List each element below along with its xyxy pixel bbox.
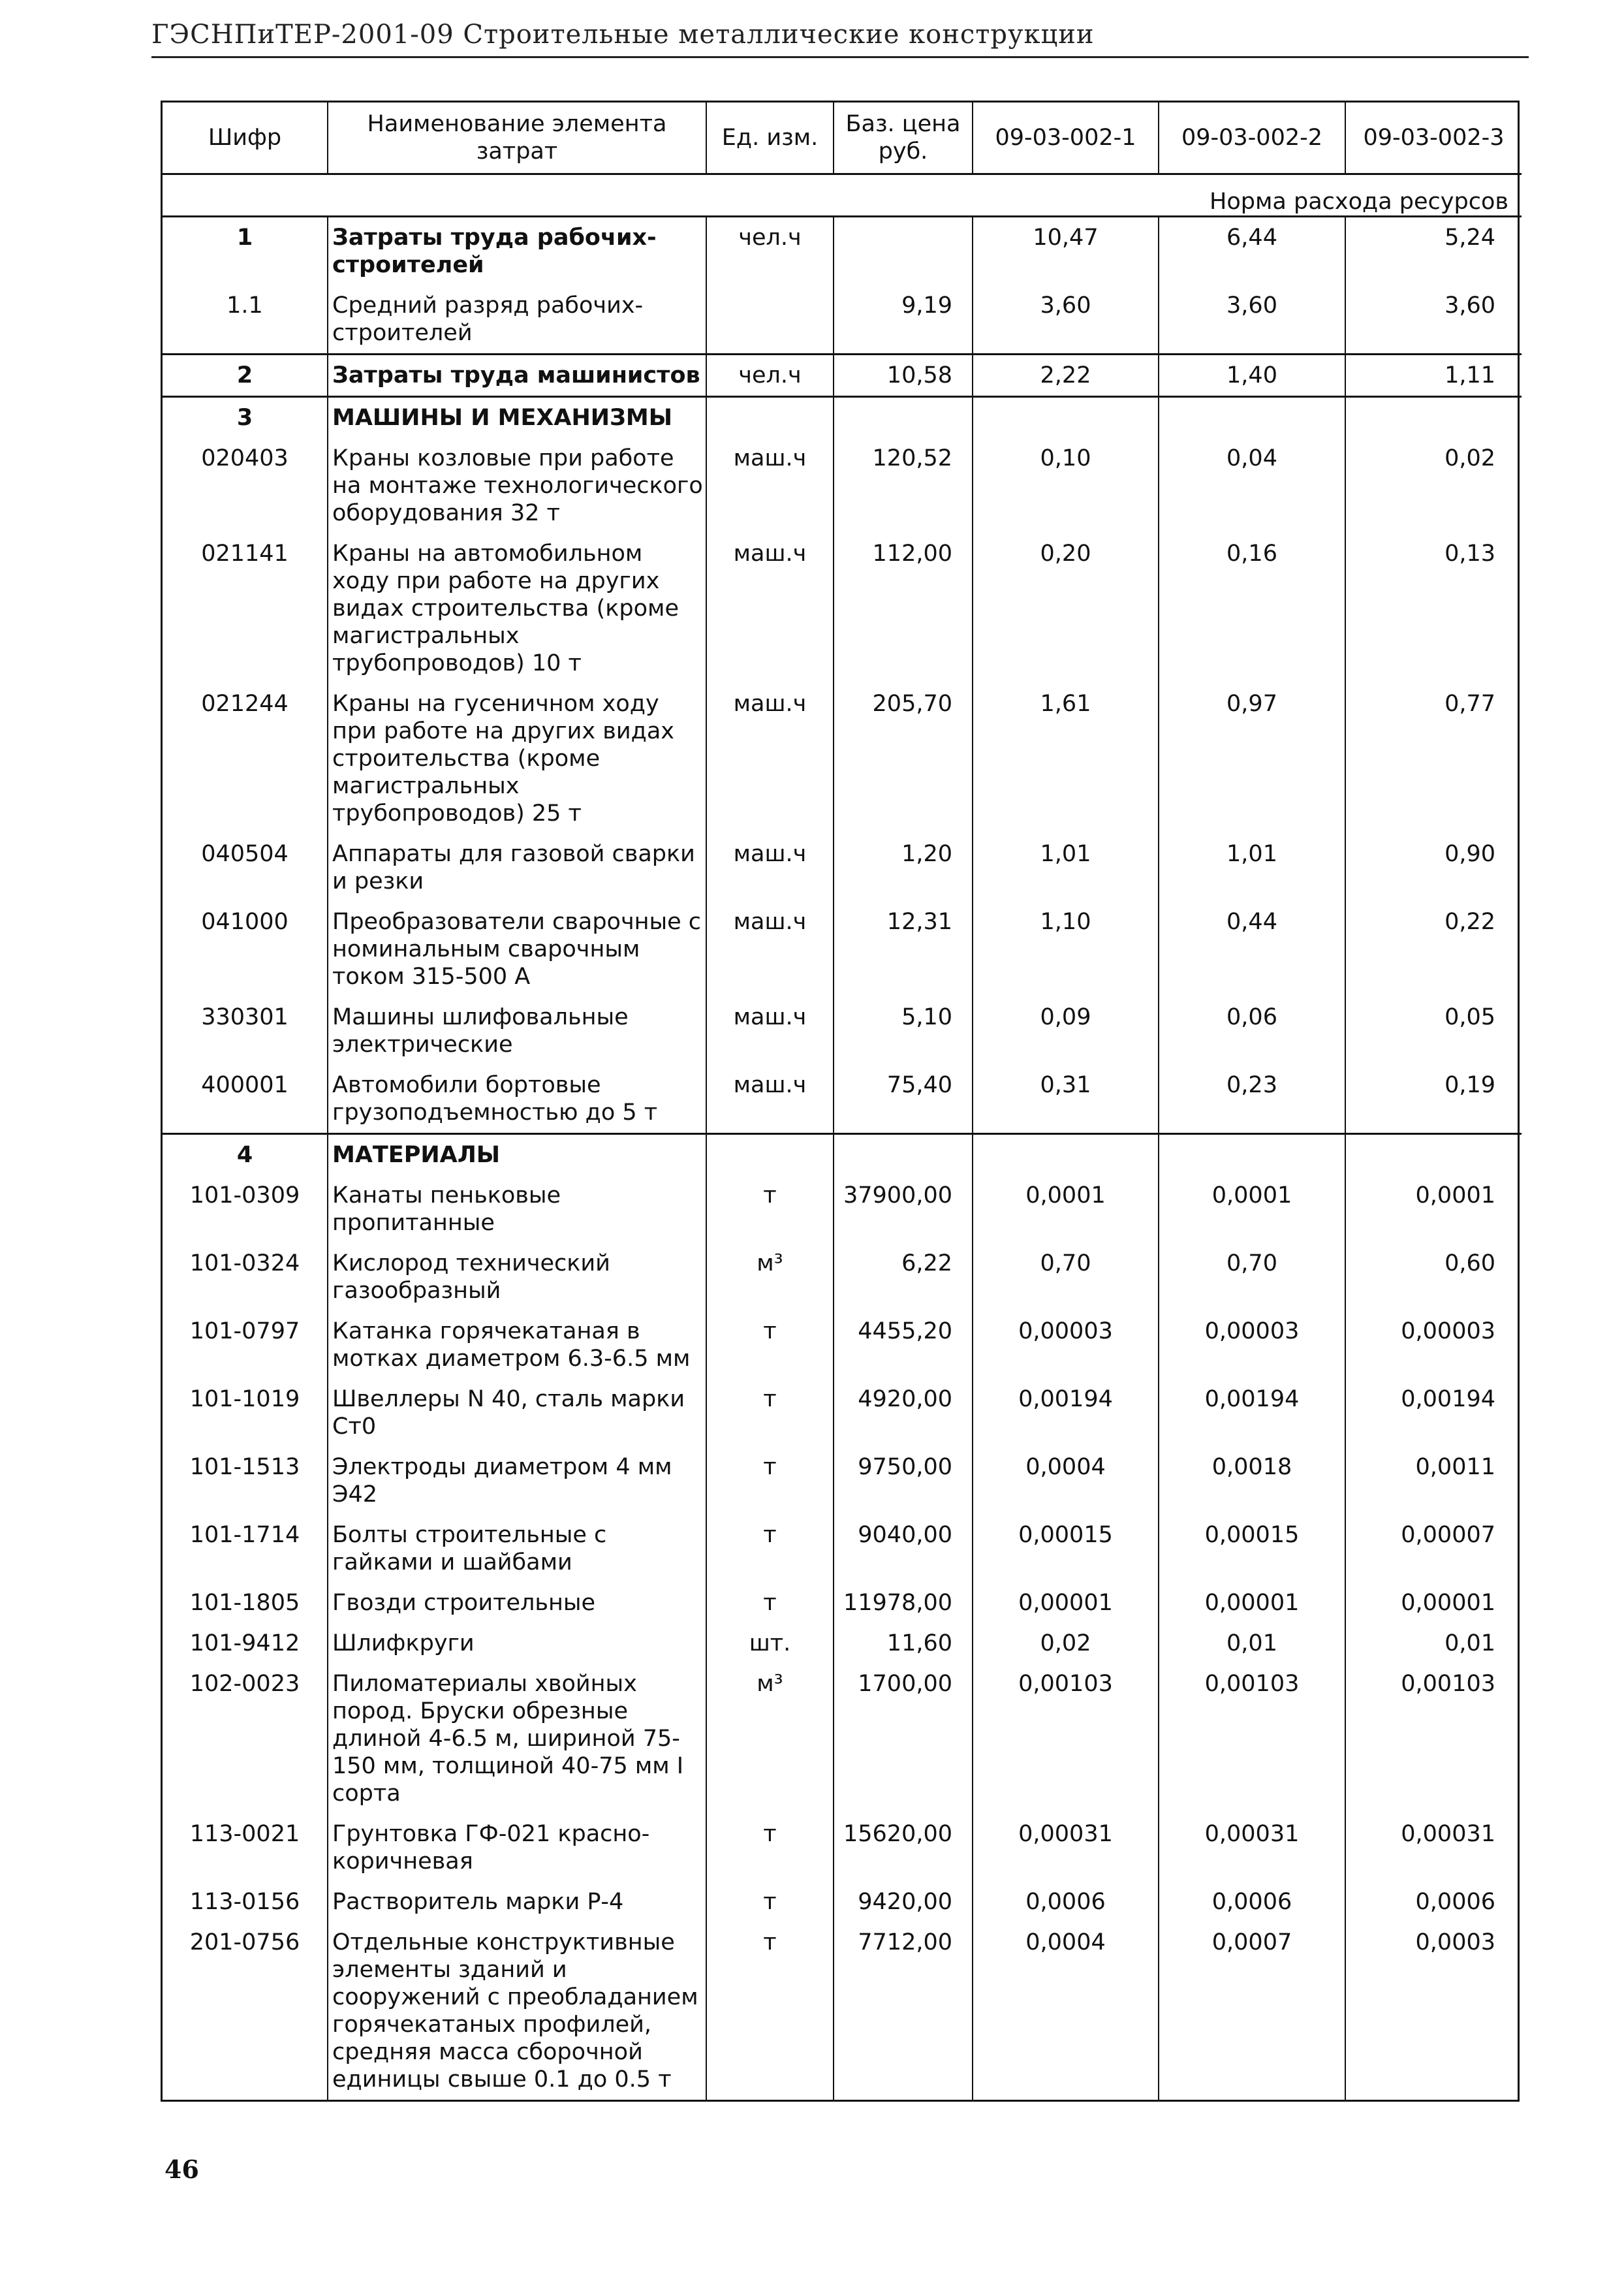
resource-table-frame: [161, 101, 1520, 2102]
row-unit: маш.ч: [706, 438, 834, 533]
row-norm-3: 0,0011: [1345, 1447, 1522, 1515]
row-name: Затраты труда машинистов: [328, 355, 706, 397]
row-norm-1: 3,60: [973, 285, 1159, 355]
row-unit: [706, 1134, 834, 1176]
row-norm-2: [1159, 1134, 1345, 1176]
table-row: [163, 1664, 1522, 1814]
row-norm-1: 0,31: [973, 1065, 1159, 1134]
row-norm-2: 0,16: [1159, 533, 1345, 684]
row-norm-2: 6,44: [1159, 217, 1345, 286]
row-norm-2: 1,01: [1159, 834, 1345, 902]
row-norm-2: 0,06: [1159, 997, 1345, 1065]
row-norm-2: 3,60: [1159, 285, 1345, 355]
row-norm-2: 0,0006: [1159, 1882, 1345, 1922]
table-body: [163, 217, 1522, 2100]
row-name: Грунтовка ГФ-021 красно-коричневая: [328, 1814, 706, 1882]
row-price: 112,00: [834, 533, 973, 684]
table-row: [163, 1623, 1522, 1664]
row-unit: маш.ч: [706, 834, 834, 902]
row-norm-3: 0,60: [1345, 1243, 1522, 1311]
row-name: Гвозди строительные: [328, 1583, 706, 1623]
row-code: 2: [163, 355, 328, 397]
row-norm-1: 0,02: [973, 1623, 1159, 1664]
row-price: 10,58: [834, 355, 973, 397]
row-name: Кислород технический газообразный: [328, 1243, 706, 1311]
row-name: Машины шлифовальные электрические: [328, 997, 706, 1065]
row-norm-3: 0,0001: [1345, 1175, 1522, 1243]
table-row: [163, 1922, 1522, 2100]
row-code: 101-1513: [189, 1454, 300, 1480]
row-price: 37900,00: [834, 1175, 973, 1243]
row-code: 4: [163, 1134, 328, 1176]
row-code: 040504: [201, 841, 289, 867]
row-price: 1700,00: [834, 1664, 973, 1814]
row-code: 101-1805: [189, 1590, 300, 1616]
row-name: Швеллеры N 40, сталь марки Ст0: [328, 1379, 706, 1447]
row-norm-2: 0,44: [1159, 902, 1345, 997]
row-norm-2: 0,04: [1159, 438, 1345, 533]
row-name: МАШИНЫ И МЕХАНИЗМЫ: [328, 397, 706, 439]
row-price: 205,70: [834, 684, 973, 834]
row-name: Электроды диаметром 4 мм Э42: [328, 1447, 706, 1515]
row-price: [834, 1134, 973, 1176]
page-number: 46: [164, 2155, 199, 2184]
row-price: 4920,00: [834, 1379, 973, 1447]
row-norm-1: 0,0004: [973, 1447, 1159, 1515]
row-norm-1: 10,47: [973, 217, 1159, 286]
row-unit: м³: [706, 1664, 834, 1814]
row-price: 12,31: [834, 902, 973, 997]
row-norm-3: 0,02: [1345, 438, 1522, 533]
row-price: 9420,00: [834, 1882, 973, 1922]
row-norm-1: [973, 397, 1159, 439]
row-code: 3: [163, 397, 328, 439]
row-unit: т: [706, 1311, 834, 1379]
row-unit: [706, 397, 834, 439]
row-name: Катанка горячекатаная в мотках диаметром 6.3-6.5 мм: [328, 1311, 706, 1379]
row-norm-1: 0,10: [973, 438, 1159, 533]
row-name: Преобразователи сварочные с номинальным сварочным током 315-500 А: [328, 902, 706, 997]
row-code: 330301: [201, 1004, 289, 1030]
column-header-code: Шифр: [163, 103, 328, 174]
row-code: 021141: [201, 541, 289, 567]
row-norm-2: 0,70: [1159, 1243, 1345, 1311]
document-header: ГЭСНПиТЕР-2001-09 Строительные металлические конструкции: [151, 20, 1095, 50]
row-price: 11978,00: [834, 1583, 973, 1623]
row-norm-3: 0,0006: [1345, 1882, 1522, 1922]
row-unit: т: [706, 1814, 834, 1882]
row-unit: т: [706, 1583, 834, 1623]
row-norm-3: 3,60: [1345, 285, 1522, 355]
row-norm-3: [1345, 397, 1522, 439]
row-name: МАТЕРИАЛЫ: [328, 1134, 706, 1176]
row-norm-3: 0,00031: [1345, 1814, 1522, 1882]
row-norm-1: 0,0004: [973, 1922, 1159, 2100]
row-code: 1: [163, 217, 328, 286]
row-code: 101-1714: [189, 1522, 300, 1548]
row-norm-3: 0,77: [1345, 684, 1522, 834]
row-name: Краны козловые при работе на монтаже технологического оборудования 32 т: [328, 438, 706, 533]
row-price: 120,52: [834, 438, 973, 533]
row-code: 101-0324: [189, 1250, 300, 1276]
row-norm-3: 0,22: [1345, 902, 1522, 997]
row-norm-1: 0,0006: [973, 1882, 1159, 1922]
row-code: 113-0156: [189, 1889, 300, 1915]
row-norm-2: 0,0001: [1159, 1175, 1345, 1243]
row-unit: т: [706, 1447, 834, 1515]
row-norm-1: 0,09: [973, 997, 1159, 1065]
row-norm-2: 0,00031: [1159, 1814, 1345, 1882]
row-price: 7712,00: [834, 1922, 973, 2100]
row-price: 9040,00: [834, 1515, 973, 1583]
row-code: 101-9412: [189, 1630, 300, 1656]
row-code: 101-0797: [189, 1318, 300, 1344]
column-header-unit: Ед. изм.: [706, 103, 834, 174]
row-norm-3: 0,00003: [1345, 1311, 1522, 1379]
row-norm-3: [1345, 1134, 1522, 1176]
row-price: 4455,20: [834, 1311, 973, 1379]
row-norm-3: 0,0003: [1345, 1922, 1522, 2100]
row-unit: маш.ч: [706, 684, 834, 834]
row-price: [834, 217, 973, 286]
row-name: Отдельные конструктивные элементы зданий и сооружений с преобладанием горячекатаных профилей, средняя масса сборочной единицы свыше 0.1 до 0.5 т: [328, 1922, 706, 2100]
row-name: Шлифкруги: [328, 1623, 706, 1664]
row-name: Пиломатериалы хвойных пород. Бруски обрезные длиной 4-6.5 м, шириной 75-150 мм, толщиной 40-75 мм I сорта: [328, 1664, 706, 1814]
row-norm-1: 0,70: [973, 1243, 1159, 1311]
row-code: 021244: [201, 691, 289, 717]
row-price: 15620,00: [834, 1814, 973, 1882]
table-row: [163, 285, 1522, 355]
table-row: [163, 902, 1522, 997]
row-name: Краны на автомобильном ходу при работе на других видах строительства (кроме магистральных трубопроводов) 10 т: [328, 533, 706, 684]
row-name: Болты строительные с гайками и шайбами: [328, 1515, 706, 1583]
row-norm-3: 0,01: [1345, 1623, 1522, 1664]
row-norm-3: 0,19: [1345, 1065, 1522, 1134]
table-row: [163, 1379, 1522, 1447]
table-row: [163, 355, 1522, 397]
row-unit: чел.ч: [706, 217, 834, 286]
row-norm-2: 0,0007: [1159, 1922, 1345, 2100]
row-unit: шт.: [706, 1623, 834, 1664]
table-row: [163, 217, 1522, 286]
row-price: 6,22: [834, 1243, 973, 1311]
table-row: [163, 1515, 1522, 1583]
row-code: 041000: [201, 909, 289, 935]
row-price: 11,60: [834, 1623, 973, 1664]
row-unit: [706, 285, 834, 355]
row-code: 400001: [201, 1072, 289, 1098]
row-code: 113-0021: [189, 1821, 300, 1847]
row-norm-1: 1,10: [973, 902, 1159, 997]
norm-label: Норма расхода ресурсов: [163, 174, 1522, 217]
row-unit: т: [706, 1922, 834, 2100]
table-row: [163, 1447, 1522, 1515]
row-norm-2: 0,00194: [1159, 1379, 1345, 1447]
row-norm-3: 5,24: [1345, 217, 1522, 286]
table-row: [163, 1311, 1522, 1379]
row-unit: т: [706, 1379, 834, 1447]
table-header-row: [163, 103, 1522, 174]
row-norm-1: 1,61: [973, 684, 1159, 834]
row-unit: маш.ч: [706, 1065, 834, 1134]
row-norm-3: 0,00001: [1345, 1583, 1522, 1623]
row-norm-2: 0,97: [1159, 684, 1345, 834]
row-norm-1: 0,00003: [973, 1311, 1159, 1379]
row-norm-1: 0,00015: [973, 1515, 1159, 1583]
column-header-name: Наименование элемента затрат: [328, 103, 706, 174]
table-row: [163, 684, 1522, 834]
row-norm-1: 2,22: [973, 355, 1159, 397]
row-unit: маш.ч: [706, 902, 834, 997]
row-norm-2: [1159, 397, 1345, 439]
row-code: 201-0756: [189, 1929, 300, 1955]
table-row: [163, 438, 1522, 533]
row-norm-1: 0,0001: [973, 1175, 1159, 1243]
norm-label-row: [163, 174, 1522, 217]
row-norm-3: 0,00007: [1345, 1515, 1522, 1583]
row-norm-1: [973, 1134, 1159, 1176]
row-unit: чел.ч: [706, 355, 834, 397]
row-unit: т: [706, 1515, 834, 1583]
row-unit: т: [706, 1175, 834, 1243]
row-price: 75,40: [834, 1065, 973, 1134]
row-norm-3: 1,11: [1345, 355, 1522, 397]
row-name: Краны на гусеничном ходу при работе на других видах строительства (кроме магистральных трубопроводов) 25 т: [328, 684, 706, 834]
row-norm-1: 0,00001: [973, 1583, 1159, 1623]
row-code: 102-0023: [189, 1671, 300, 1697]
row-norm-1: 0,00194: [973, 1379, 1159, 1447]
table-row: [163, 1175, 1522, 1243]
row-price: 5,10: [834, 997, 973, 1065]
row-price: [834, 397, 973, 439]
row-norm-2: 1,40: [1159, 355, 1345, 397]
row-code: 020403: [201, 445, 289, 471]
row-code: 1.1: [226, 293, 263, 319]
row-name: Автомобили бортовые грузоподъемностью до 5 т: [328, 1065, 706, 1134]
row-norm-1: 0,00103: [973, 1664, 1159, 1814]
section-heading-row: [163, 1134, 1522, 1176]
row-norm-3: 0,13: [1345, 533, 1522, 684]
column-header-norm-3: 09-03-002-3: [1345, 103, 1522, 174]
row-norm-2: 0,01: [1159, 1623, 1345, 1664]
row-name: Канаты пеньковые пропитанные: [328, 1175, 706, 1243]
table-row: [163, 1065, 1522, 1134]
table-row: [163, 1583, 1522, 1623]
row-name: Аппараты для газовой сварки и резки: [328, 834, 706, 902]
row-norm-2: 0,00103: [1159, 1664, 1345, 1814]
section-heading-row: [163, 397, 1522, 439]
row-price: 9,19: [834, 285, 973, 355]
row-price: 9750,00: [834, 1447, 973, 1515]
row-norm-3: 0,00194: [1345, 1379, 1522, 1447]
row-unit: т: [706, 1882, 834, 1922]
table-row: [163, 1814, 1522, 1882]
column-header-norm-2: 09-03-002-2: [1159, 103, 1345, 174]
row-norm-2: 0,23: [1159, 1065, 1345, 1134]
row-norm-1: 0,00031: [973, 1814, 1159, 1882]
table-row: [163, 834, 1522, 902]
row-norm-3: 0,00103: [1345, 1664, 1522, 1814]
table-row: [163, 533, 1522, 684]
row-name: Растворитель марки Р-4: [328, 1882, 706, 1922]
column-header-norm-1: 09-03-002-1: [973, 103, 1159, 174]
row-norm-2: 0,00001: [1159, 1583, 1345, 1623]
row-unit: маш.ч: [706, 533, 834, 684]
row-name: Затраты труда рабочих-строителей: [328, 217, 706, 286]
table-row: [163, 1243, 1522, 1311]
row-norm-1: 1,01: [973, 834, 1159, 902]
row-norm-3: 0,90: [1345, 834, 1522, 902]
row-norm-2: 0,00003: [1159, 1311, 1345, 1379]
row-norm-2: 0,00015: [1159, 1515, 1345, 1583]
row-name: Средний разряд рабочих-строителей: [328, 285, 706, 355]
row-norm-2: 0,0018: [1159, 1447, 1345, 1515]
resource-table: [163, 103, 1522, 2100]
column-header-price: Баз. цена руб.: [834, 103, 973, 174]
table-row: [163, 1882, 1522, 1922]
row-code: 101-1019: [189, 1386, 300, 1412]
row-price: 1,20: [834, 834, 973, 902]
row-unit: маш.ч: [706, 997, 834, 1065]
row-unit: м³: [706, 1243, 834, 1311]
table-row: [163, 997, 1522, 1065]
row-norm-3: 0,05: [1345, 997, 1522, 1065]
header-rule: [151, 56, 1529, 58]
row-code: 101-0309: [189, 1182, 300, 1209]
row-norm-1: 0,20: [973, 533, 1159, 684]
